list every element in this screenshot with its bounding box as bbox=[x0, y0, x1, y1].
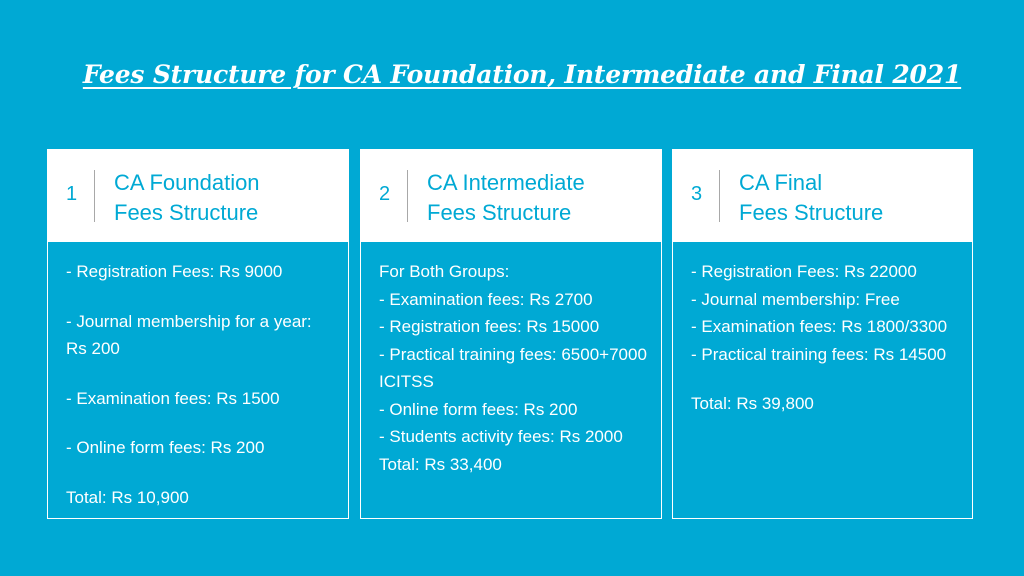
card-number: 1 bbox=[66, 183, 78, 205]
total-line: Total: Rs 10,900 bbox=[66, 487, 189, 507]
total-line: Total: Rs 39,800 bbox=[691, 394, 814, 413]
card-title bbox=[427, 168, 585, 228]
card-title-line2: Fees Structure bbox=[114, 200, 259, 225]
fee-line: - Journal membership: Free bbox=[691, 289, 900, 309]
fee-line: - Examination fees: Rs 2700 bbox=[379, 289, 593, 309]
card-title-line2: Fees Structure bbox=[427, 200, 572, 225]
fee-line: - Registration Fees: Rs 9000 bbox=[66, 262, 283, 281]
card-header bbox=[673, 150, 972, 242]
divider bbox=[94, 170, 95, 222]
fee-line: - Examination fees: Rs 1500 bbox=[66, 388, 280, 408]
card-title-line1: CA Final bbox=[739, 170, 823, 195]
card-ca-final bbox=[672, 149, 973, 519]
fee-line: - Examination fees: Rs 1800/3300 bbox=[691, 317, 948, 336]
card-ca-intermediate bbox=[360, 149, 662, 519]
fee-line: - Practical training fees: 6500+7000 ICITSS bbox=[379, 344, 647, 391]
card-body bbox=[673, 242, 972, 418]
divider bbox=[719, 170, 720, 222]
divider bbox=[407, 170, 408, 222]
fee-line: For Both Groups: bbox=[379, 262, 510, 281]
card-ca-foundation bbox=[47, 149, 349, 519]
card-body bbox=[48, 242, 348, 511]
card-header bbox=[361, 150, 661, 242]
card-body bbox=[361, 242, 661, 478]
fee-line: - Registration fees: Rs 15000 bbox=[379, 317, 600, 336]
fee-line: - Students activity fees: Rs 2000 bbox=[379, 427, 623, 446]
card-number: 2 bbox=[379, 183, 391, 205]
fee-line: - Online form fees: Rs 200 bbox=[66, 438, 265, 457]
card-number: 3 bbox=[691, 183, 703, 205]
card-title-line1: CA Intermediate bbox=[427, 170, 585, 195]
fee-line: - Journal membership for a year: Rs 200 bbox=[66, 311, 312, 358]
card-title-line2: Fees Structure bbox=[739, 200, 884, 225]
card-title-line1: CA Foundation bbox=[114, 170, 260, 195]
page-title: Fees Structure for CA Foundation, Intermediate and Final 2021 bbox=[82, 60, 962, 89]
total-line: Total: Rs 33,400 bbox=[379, 454, 502, 474]
fee-line: - Online form fees: Rs 200 bbox=[379, 399, 578, 419]
card-header bbox=[48, 150, 348, 242]
fee-line: - Practical training fees: Rs 14500 bbox=[691, 344, 947, 364]
fee-line: - Registration Fees: Rs 22000 bbox=[691, 262, 917, 281]
card-title bbox=[114, 168, 260, 228]
card-title bbox=[739, 168, 883, 228]
